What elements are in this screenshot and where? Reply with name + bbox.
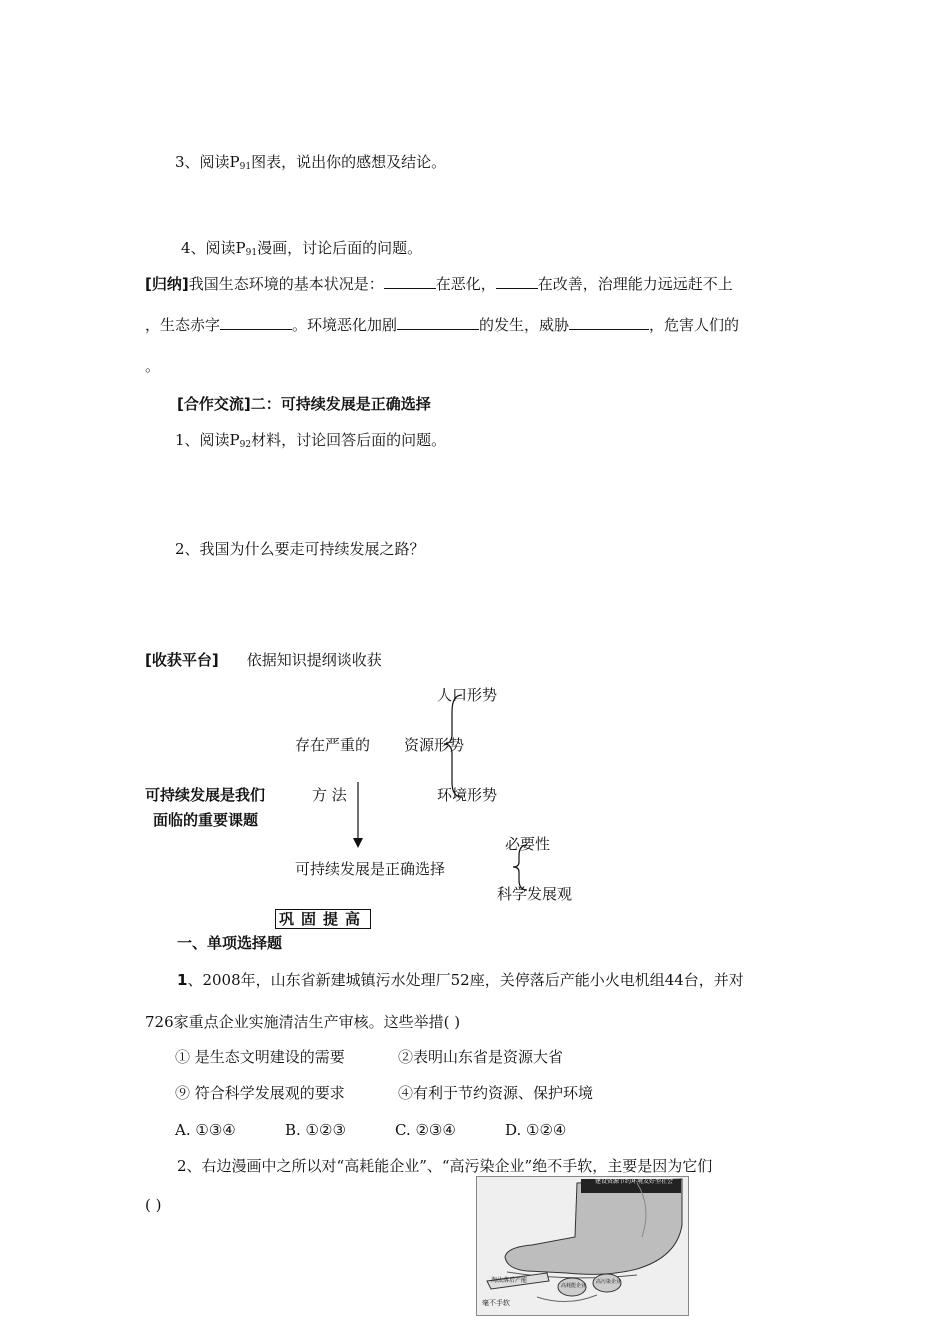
q1-option-1: ① 是生态文明建设的需要	[175, 1048, 345, 1066]
question-3: 3、阅读$P_{91}$图表，说出你的感想及结论。	[175, 153, 447, 172]
coop-title: [合作交流]二：可持续发展是正确选择	[177, 395, 431, 413]
method-arrow-head	[353, 838, 363, 848]
coop-question-1: 1、阅读$P_{92}$材料，讨论回答后面的问题。	[175, 431, 447, 450]
q1-option-4: ④有利于节约资源、保护环境	[398, 1084, 594, 1102]
coop-question-2: 2、我国为什么要走可持续发展之路？	[175, 540, 425, 558]
cartoon-arrow-label: 淘汰落后产能	[491, 1277, 528, 1284]
outline-scientific: 科学发展观	[497, 885, 573, 903]
q1-line-2: 726家重点企业实施清洁生产审核。这些举措( )	[145, 1013, 461, 1031]
harvest-heading: [收获平台] 依据知识提纲谈收获	[145, 651, 382, 669]
outline-resources: 资源形势	[404, 736, 465, 754]
q1-choice-a: A. ①③④	[175, 1121, 236, 1139]
cartoon-banner: 建设资源节约环境友好型社会	[595, 1178, 674, 1185]
question-4: 4、阅读$P_{91}$漫画，讨论后面的问题。	[181, 239, 423, 258]
q1-choice-c: C. ②③④	[395, 1121, 456, 1139]
summary-line-3: 。	[145, 357, 161, 375]
cartoon-bug-1: 高耗能企业	[561, 1283, 587, 1289]
cartoon-drawing	[477, 1177, 688, 1315]
summary-line-1: [归纳]我国生态环境的基本状况是： 在恶化， 在改善，治理能力远远赶不上	[145, 275, 733, 293]
outline-main-1: 可持续发展是我们	[145, 786, 266, 804]
outline-population: 人口形势	[437, 686, 498, 704]
consolidate-title: 巩固提高	[275, 909, 371, 929]
outline-choice: 可持续发展是正确选择	[295, 860, 446, 878]
cartoon-bug-2: 高污染企业	[596, 1279, 622, 1285]
summary-line-2: ，生态赤字 。环境恶化加剧 的发生，威胁 ，危害人们的	[145, 316, 740, 334]
outline-main-2: 面临的重要课题	[153, 811, 259, 829]
q2-line-2: ( )	[145, 1196, 162, 1214]
section-single-choice: 一、单项选择题	[177, 934, 283, 952]
outline-environment: 环境形势	[437, 786, 498, 804]
q1-option-3: ⑨ 符合科学发展观的要求	[175, 1084, 345, 1102]
outline-exist: 存在严重的	[295, 736, 371, 754]
q1-choice-d: D. ①②④	[505, 1121, 567, 1139]
q1-option-2: ②表明山东省是资源大省	[398, 1048, 564, 1066]
cartoon-caption: 毫不手软	[482, 1299, 510, 1307]
q1-choice-b: B. ①②③	[285, 1121, 346, 1139]
cartoon-image	[476, 1176, 689, 1316]
q2-line-1: 2、右边漫画中之所以对“高耗能企业”、“高污染企业”绝不手软，主要是因为它们	[177, 1157, 713, 1175]
outline-necessity: 必要性	[505, 835, 551, 853]
q1-line-1: 1、2008年，山东省新建城镇污水处理厂52座，关停落后产能小火电机组44台，并对	[177, 971, 744, 989]
outline-method: 方 法	[312, 786, 347, 804]
